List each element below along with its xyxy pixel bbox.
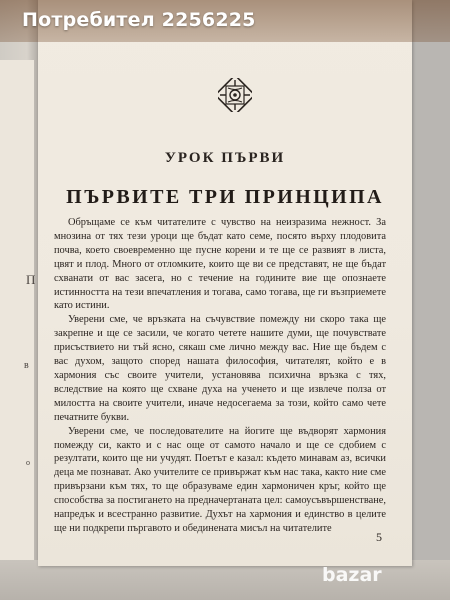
ornament-icon — [218, 78, 252, 112]
brand-name: bazar — [322, 564, 382, 586]
paragraph: Уверени сме, че последователите на йогите ще въдворят хармония помежду си, както и с нас още от самото начало и ще се сдобием с резултати, които ще ни учудят. Поетът е казал: където минавам аз, всички деца ме познават. Ако учителите се привържат към нас така, както ние сме привързани към тях, то ще образуваме един хармоничен кръг, който ще способства за постигането на предначертаната цел: самоусъвършенстване, напредък и всестранно развитие. Духът на хармония и единство в целите ще ни подкрепи пъргавото и обединената мисъл на читателите — [54, 425, 386, 534]
adjacent-page-fragment: в — [24, 360, 29, 371]
paragraph: Уверени сме, че връзката на съчувствие помежду ни скоро така ще закрепне и ще се засили, че когато четете нашите думи, ще почувствате присъствието ни тъй ясно, сякаш сме лично между вас. Ние ще бъдем с вас духом, защото според нашата философия, читателят, който е в хармония със своите учители, установява психична връзка с тях, вследствие на която ще схване духа на ученето и ще извлече полза от милостта на своите учители, иначе недосегаема за този, който само чете печатните букви. — [54, 314, 386, 423]
chapter-heading: ПЪРВИТЕ ТРИ ПРИНЦИПА — [66, 186, 384, 208]
body-text — [54, 216, 386, 536]
adjacent-page-fragment: о — [26, 458, 30, 467]
adjacent-page-edge — [0, 60, 34, 600]
brand-logo — [322, 562, 442, 590]
watermark-text: Потребител 2256225 — [22, 9, 256, 31]
lesson-title: УРОК ПЪРВИ — [164, 150, 286, 166]
paragraph: Обръщаме се към читателите с чувство на неизразима нежност. За мнозина от тях тези уроци ще бъдат като семе, посято върху плодовита почва, което своевременно ще пусне корени и те ще се развият в листа, цвят и плод. Много от отломките, които ще ви се представят, не ще бъдат схванати от вас засега, но с течение на годините вие ще опознаете истинността на тези впечатления и тогава, само тогава, ще ги възприемете като истини. — [54, 217, 386, 312]
book-page — [38, 0, 412, 566]
watermark-band — [0, 0, 450, 42]
adjacent-page-fragment: П — [26, 272, 36, 287]
page-number: 5 — [376, 530, 382, 544]
